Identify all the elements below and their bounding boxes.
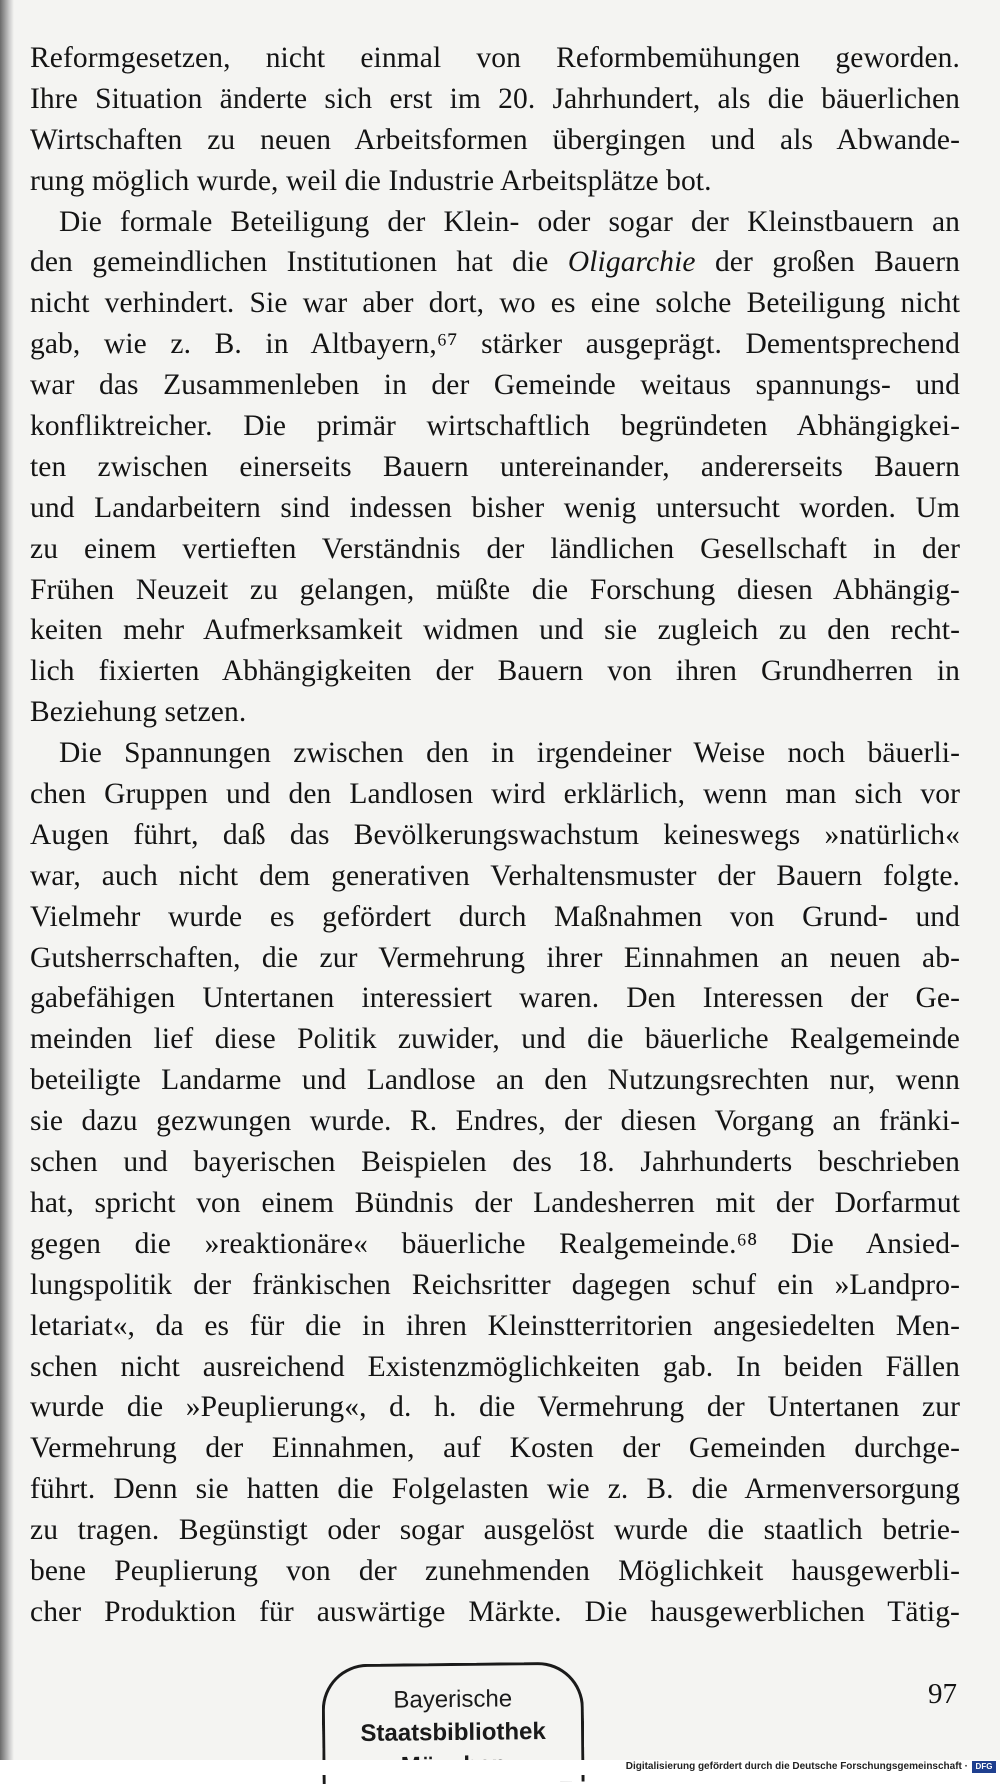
text-line: war das Zusammenleben in der Gemeinde weitaus spannungs- und bbox=[30, 369, 960, 402]
text-line: hat, spricht von einem Bündnis der Landesherren mit der Dorfarmut bbox=[30, 1186, 960, 1219]
text-line: wurde die »Peuplierung«, d. h. die Vermehrung der Untertanen zur bbox=[30, 1391, 960, 1424]
text-line: lungspolitik der fränkischen Reichsritter dagegen schuf ein »Landpro- bbox=[30, 1268, 960, 1301]
text-line: Reformgesetzen, nicht einmal von Reformbemühungen geworden. bbox=[30, 42, 960, 74]
text-line: gab, wie z. B. in Altbayern,⁶⁷ stärker ausgeprägt. Dementsprechend bbox=[30, 328, 960, 361]
text-line: Gutsherrschaften, die zur Vermehrung ihrer Einnahmen an neuen ab- bbox=[30, 941, 960, 974]
dfg-logo: DFG bbox=[972, 1761, 996, 1773]
text-line: meinden lief diese Politik zuwider, und die bäuerliche Realgemeinde bbox=[30, 1023, 960, 1056]
text-line: führt. Denn sie hatten die Folgelasten wie z. B. die Armenversorgung bbox=[30, 1473, 960, 1506]
text-line: zu tragen. Begünstigt oder sogar ausgelöst wurde die staatlich betrie- bbox=[30, 1514, 960, 1547]
text-line: nicht verhindert. Sie war aber dort, wo es eine solche Beteiligung nicht bbox=[30, 287, 960, 320]
text-line: Wirtschaften zu neuen Arbeitsformen übergingen und als Abwande- bbox=[30, 123, 960, 156]
text-line: sie dazu gezwungen wurde. R. Endres, der diesen Vorgang an fränki- bbox=[30, 1105, 960, 1138]
text-line: Die Spannungen zwischen den in irgendeiner Weise noch bäuerli- bbox=[59, 737, 960, 770]
text-line: Die formale Beteiligung der Klein- oder sogar der Kleinstbauern an bbox=[59, 205, 960, 238]
text-line: ten zwischen einerseits Bauern untereinander, andererseits Bauern bbox=[30, 450, 960, 483]
text-line: konfliktreicher. Die primär wirtschaftlich begründeten Abhängigkei- bbox=[30, 410, 960, 443]
page-number: 97 bbox=[928, 1678, 957, 1710]
text-line: Beziehung setzen. bbox=[30, 696, 247, 729]
text-line: keiten mehr Aufmerksamkeit widmen und sie zugleich zu den recht- bbox=[30, 614, 960, 647]
text-line: cher Produktion für auswärtige Märkte. Die hausgewerblichen Tätig- bbox=[30, 1595, 960, 1628]
text-line: chen Gruppen und den Landlosen wird erklärlich, wenn man sich vor bbox=[30, 778, 960, 811]
text-line: lich fixierten Abhängigkeiten der Bauern von ihren Grundherren in bbox=[30, 655, 960, 688]
text-line: schen nicht ausreichend Existenzmöglichkeiten gab. In beiden Fällen bbox=[30, 1350, 960, 1383]
text-line: bene Peuplierung von der zunehmenden Möglichkeit hausgewerbli- bbox=[30, 1554, 960, 1587]
text-line: gegen die »reaktionäre« bäuerliche Realgemeinde.⁶⁸ Die Ansied- bbox=[30, 1227, 960, 1260]
text-line: rung möglich wurde, weil die Industrie Arbeitsplätze bot. bbox=[30, 164, 712, 197]
text-line: Vielmehr wurde es gefördert durch Maßnahmen von Grund- und bbox=[30, 900, 960, 933]
text-line: Augen führt, daß das Bevölkerungswachstum keineswegs »natürlich« bbox=[30, 818, 960, 851]
body-text bbox=[30, 38, 960, 1633]
text-line: gabefähigen Untertanen interessiert waren. Den Interessen der Ge- bbox=[30, 982, 960, 1015]
text-line: Vermehrung der Einnahmen, auf Kosten der Gemeinden durchge- bbox=[30, 1432, 960, 1465]
binding-shadow bbox=[0, 0, 14, 1775]
emphasis: Oligarchie bbox=[567, 246, 696, 279]
text-line: Frühen Neuzeit zu gelangen, müßte die Forschung diesen Abhängig- bbox=[30, 573, 960, 606]
footer-credit: Digitalisierung gefördert durch die Deutsche Forschungsgemeinschaft · bbox=[625, 1761, 968, 1772]
text-line: schen und bayerischen Beispielen des 18. Jahrhunderts beschrieben bbox=[30, 1146, 960, 1179]
text-line: zu einem vertieften Verständnis der ländlichen Gesellschaft in der bbox=[30, 532, 960, 565]
stamp-line-2: Staatsbibliothek bbox=[360, 1718, 546, 1747]
text-line: war, auch nicht dem generativen Verhaltensmuster der Bauern folgte. bbox=[30, 859, 960, 892]
text-line: beteiligte Landarme und Landlose an den Nutzungsrechten nur, wenn bbox=[30, 1064, 960, 1097]
text-line: Ihre Situation änderte sich erst im 20. Jahrhundert, als die bäuerlichen bbox=[30, 82, 960, 115]
stamp-line-1: Bayerische bbox=[393, 1685, 513, 1714]
text-line: den gemeindlichen Institutionen hat die Oligarchie der großen Bauern bbox=[30, 246, 960, 279]
text-line: und Landarbeitern sind indessen bisher wenig untersucht worden. Um bbox=[30, 491, 960, 524]
text-line: letariat«, da es für die in ihren Kleinstterritorien angesiedelten Men- bbox=[30, 1309, 960, 1342]
